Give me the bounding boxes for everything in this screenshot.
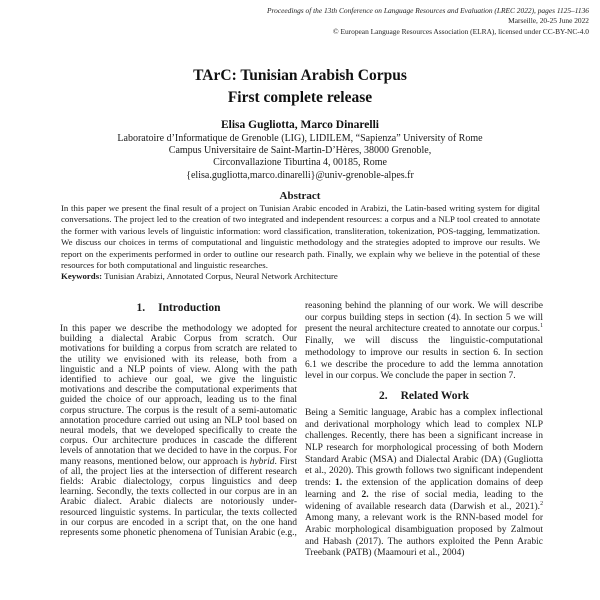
abstract-block — [61, 203, 540, 283]
proceedings-line: Proceedings of the 13th Conference on Language Resources and Evaluation (LREC 2022), pages 1125–1136 — [267, 6, 589, 15]
affiliation-line: Campus Universitaire de Saint-Martin-D’Hères, 38000 Grenoble, — [168, 145, 432, 157]
proceedings-header — [267, 6, 589, 37]
proceedings-venue-date: Marseille, 20-25 June 2022 — [508, 16, 589, 26]
abstract-text: In this paper we present the final result of a project on Tunisian Arabic encoded in Arabizi, the Latin-based writing system for digital conversations. The project led to the creation of two integrated and independent resources: a corpus and a NLP tool created to annotate the former with various levels of linguistic information: word classification, transliteration, tokenization, POS-tagging, lemmatization. We discuss our choices in terms of computational and linguistic methodology and the strategies adopted to improve our results. We report on the experiments performed in order to outline our research path. Finally, we explain why we believe in the potential of these resources for both computational and linguistic researches. — [61, 203, 540, 271]
related-work-paragraph: Being a Semitic language, Arabic has a complex inflectional and derivational morphology which lead to complex NLP challenges. Recently, there has been a significant increase in NLP research for morphological processing of both Modern Standard Arabic (MSA) and Dialectal Arabic (DA) (Gugliotta et al., 2020). This growth follows two significant independent trends: 1. the extension of the application domains of deep learning and 2. the rise of social media, leading to the widening of available research data (Darwish et al., 2021).$^2$ Among many, a relevant work is the RNN-based model for Arabic morphological disambiguation proposed by Zalmout and Habash (2017). The authors exploited the Penn Arabic Treebank (PATB) (Maamouri et al., 2004) — [305, 407, 543, 559]
section-number: 2. — [378, 389, 388, 402]
paper-title — [0, 65, 600, 108]
affiliation-line: Circonvallazione Tiburtina 4, 00185, Rome — [213, 157, 387, 169]
paper-title-line2: First complete release — [227, 88, 373, 106]
authors: Elisa Gugliotta, Marco Dinarelli — [220, 119, 379, 131]
keywords-line — [61, 271, 540, 282]
keywords-list: Tunisian Arabizi, Annotated Corpus, Neural Network Architecture — [102, 271, 338, 282]
keywords-label: Keywords: — [61, 271, 103, 282]
paper-title-line1: TArC: Tunisian Arabish Corpus — [193, 67, 407, 84]
section-number: 1. — [136, 302, 146, 314]
email-line: {elisa.gugliotta,marco.dinarelli}@univ-grenoble-alpes.fr — [186, 169, 414, 181]
section-heading-related-work — [305, 389, 543, 403]
section-title: Related Work — [400, 389, 470, 402]
affiliation — [0, 133, 600, 182]
abstract-heading: Abstract — [279, 190, 321, 202]
section-title: Introduction — [158, 302, 221, 314]
left-column — [60, 301, 297, 597]
introduction-paragraph-continued: reasoning behind the planning of our work. We will describe our corpus building steps in section (4). In section 5 we will present the neural architecture created to annotate our corpus.$^1$ Finally, we will discuss the linguistic-computational methodology to improve our results in section 6. In section 6.1 we describe the procedure to add the lemma annotation level in our corpus. We conclude the paper in section 7. — [305, 301, 543, 382]
copyright-line: © European Language Resources Association (ELRA), licensed under CC-BY-NC-4.0 — [332, 26, 589, 36]
section-heading-introduction — [60, 301, 297, 315]
introduction-paragraph: In this paper we describe the methodology we adopted for building a dialectal Arabic Corpus from scratch. Our motivations for building a corpus from scratch are related to the utility we envisioned with its release, both from a linguistic and a NLP points of view. Along with the path identified to achieve our goal, we give the linguistic motivations and describe the computational experiments that guided the choice of our approach, leading us to the final corpus structure. The corpus is the result of a semi-automatic annotation procedure carried out using an NLP tool based on neural models, that we developed specifically to create the corpus. Our architecture produces in cascade the different levels of annotation that we decided to have in the corpus. For many reasons, mentioned below, our approach is hybrid. First of all, the project lies at the intersection of different research fields: Arabic dialectology, corpus linguistics and deep learning. Secondly, the texts collected in our corpus are in an Arabic dialect. Arabic dialects are notoriously under-resourced linguistic systems. In particular, the texts collected in our corpus are encoded in a script that, on the one hand represents some phonetic phenomena of Tunisian Arabic (e.g., — [60, 324, 297, 539]
right-column — [305, 301, 543, 597]
affiliation-line: Laboratoire d’Informatique de Grenoble (LIG), LIDILEM, “Sapienza” University of Rome — [117, 133, 483, 144]
